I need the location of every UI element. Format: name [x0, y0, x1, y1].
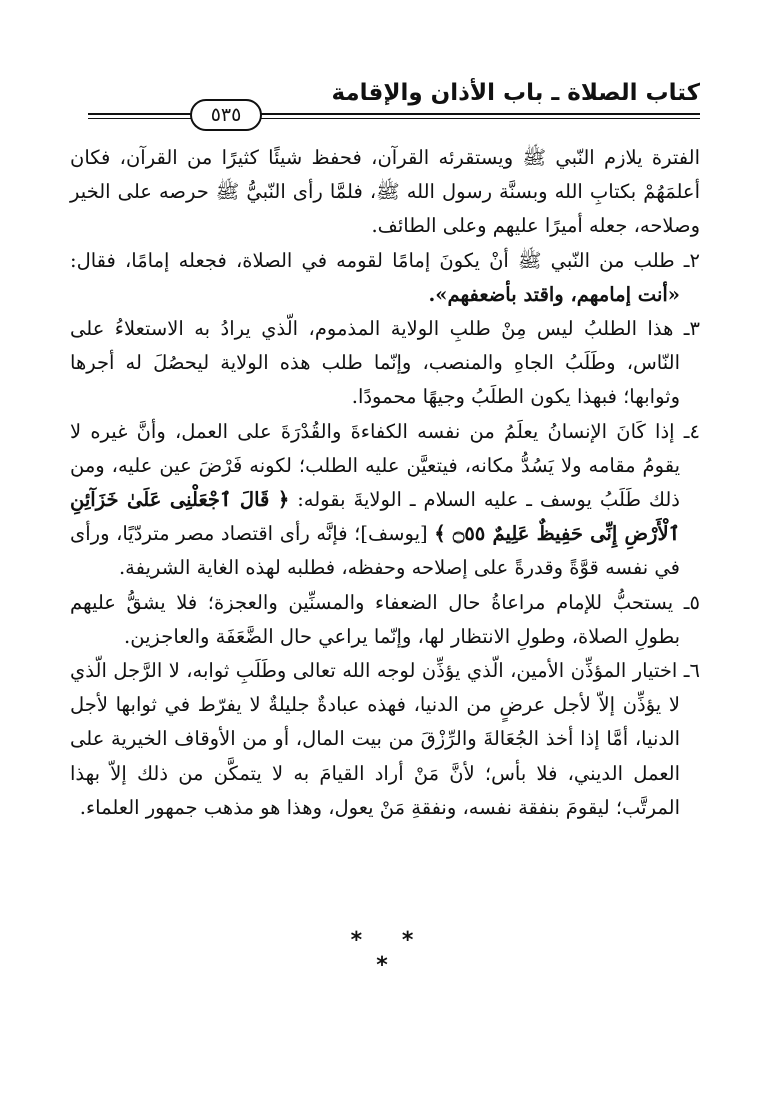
list-item-4 — [70, 415, 700, 586]
item4-rest: ؛ فإنَّه رأى اقتصاد مصر متردّيًا، ورأى في نفسه قوَّةً وقدرةً على إصلاحه وحفظه، فطلبه لهذه الغاية الشريفة. — [70, 522, 680, 580]
intro-paragraph: الفترة يلازم النّبي ﷺ ويستقرئه القرآن، فحفظ شيئًا كثيرًا من القرآن، فكان أعلمَهُمْ بكتابِ الله وبسنَّة رسول الله ﷺ، فلمَّا رأى النّبيُّ ﷺ حرصه على الخير وصلاحه، جعله أميرًا عليهم وعلى الطائف. — [70, 146, 700, 238]
main-text — [70, 141, 700, 825]
section-end-ornament: * * * — [350, 928, 430, 978]
list-item-5: ٥ـ يستحبُّ للإمام مراعاةُ حال الضعفاء والمسنِّين والعجزة؛ فلا يشقُّ عليهم بطولِ الصلاة، وطولِ الانتظار لها، وإنّما يراعي حال الضَّعَفَة والعاجزين. — [70, 590, 700, 648]
list-item-3: ٣ـ هذا الطلبُ ليس مِنْ طلبِ الولاية المذموم، الّذي يرادُ به الاستعلاءُ على النّاس، وطَلَبُ الجاهِ والمنصب، وإنّما طلب هذه الولاية ليحصُلَ له أجرها وثوابها؛ فبهذا يكون الطلَبُ وجيهًا محمودًا. — [70, 317, 700, 409]
item2-text: ٢ـ طلب من النّبي ﷺ أنْ يكونَ إمامًا لقومه في الصلاة، فجعله إمامًا، فقال: — [70, 248, 700, 272]
list-item-2 — [70, 244, 700, 312]
page-number-badge: ٥٣٥ — [190, 99, 262, 131]
quran-verse: ﴿ قَالَ ٱجْعَلْنِى عَلَىٰ خَزَآئِنِ ٱلْأَرْضِ إِنِّى حَفِيظٌ عَلِيمٌ ۝٥٥ ﴾ — [70, 488, 681, 546]
header-rule-thin — [88, 118, 700, 119]
running-header-title: كتاب الصلاة ـ باب الأذان والإقامة — [331, 80, 700, 106]
item4-text: ٤ـ إذا كَانَ الإنسانُ يعلَمُ من نفسه الكفاءةَ والقُدْرَةَ على العمل، وأنَّ غيره لا يقومُ مقامه ولا يَسُدُّ مكانه، فيتعيَّن عليه الطلب؛ لكونه فَرْضَ عين عليه، ومن ذلك طَلَبُ يوسف ـ عليه السلام ـ الولايةَ بقوله: — [70, 419, 700, 512]
quran-reference: [يوسف] — [360, 522, 428, 546]
header-rule-thick — [88, 113, 700, 115]
hadith-quote: «أنت إمامهم، واقتد بأضعفهم». — [428, 282, 680, 306]
list-item-6: ٦ـ اختيار المؤذِّن الأمين، الّذي يؤذِّن لوجه الله تعالى وطَلَبِ ثوابه، لا الرَّجل الّذي لا يؤذِّن إلاّ لأجل عرضٍ من الدنيا، فهذه عبادةٌ جليلةٌ لا يفرّط في ثوابها لأجل الدنيا، أمَّا إذا أخذ الجُعَالةَ والرِّزْقَ من بيت المال، أو من الأوقاف الخيرية على العمل الديني، فلا بأس؛ لأنَّ مَنْ أراد القيامَ به لا يتمكَّن من ذلك إلاّ بهذا المرتَّب؛ ليقومَ بنفقة نفسه، ونفقةِ مَنْ يعول، وهذا هو مذهب جمهور العلماء. — [70, 659, 700, 819]
